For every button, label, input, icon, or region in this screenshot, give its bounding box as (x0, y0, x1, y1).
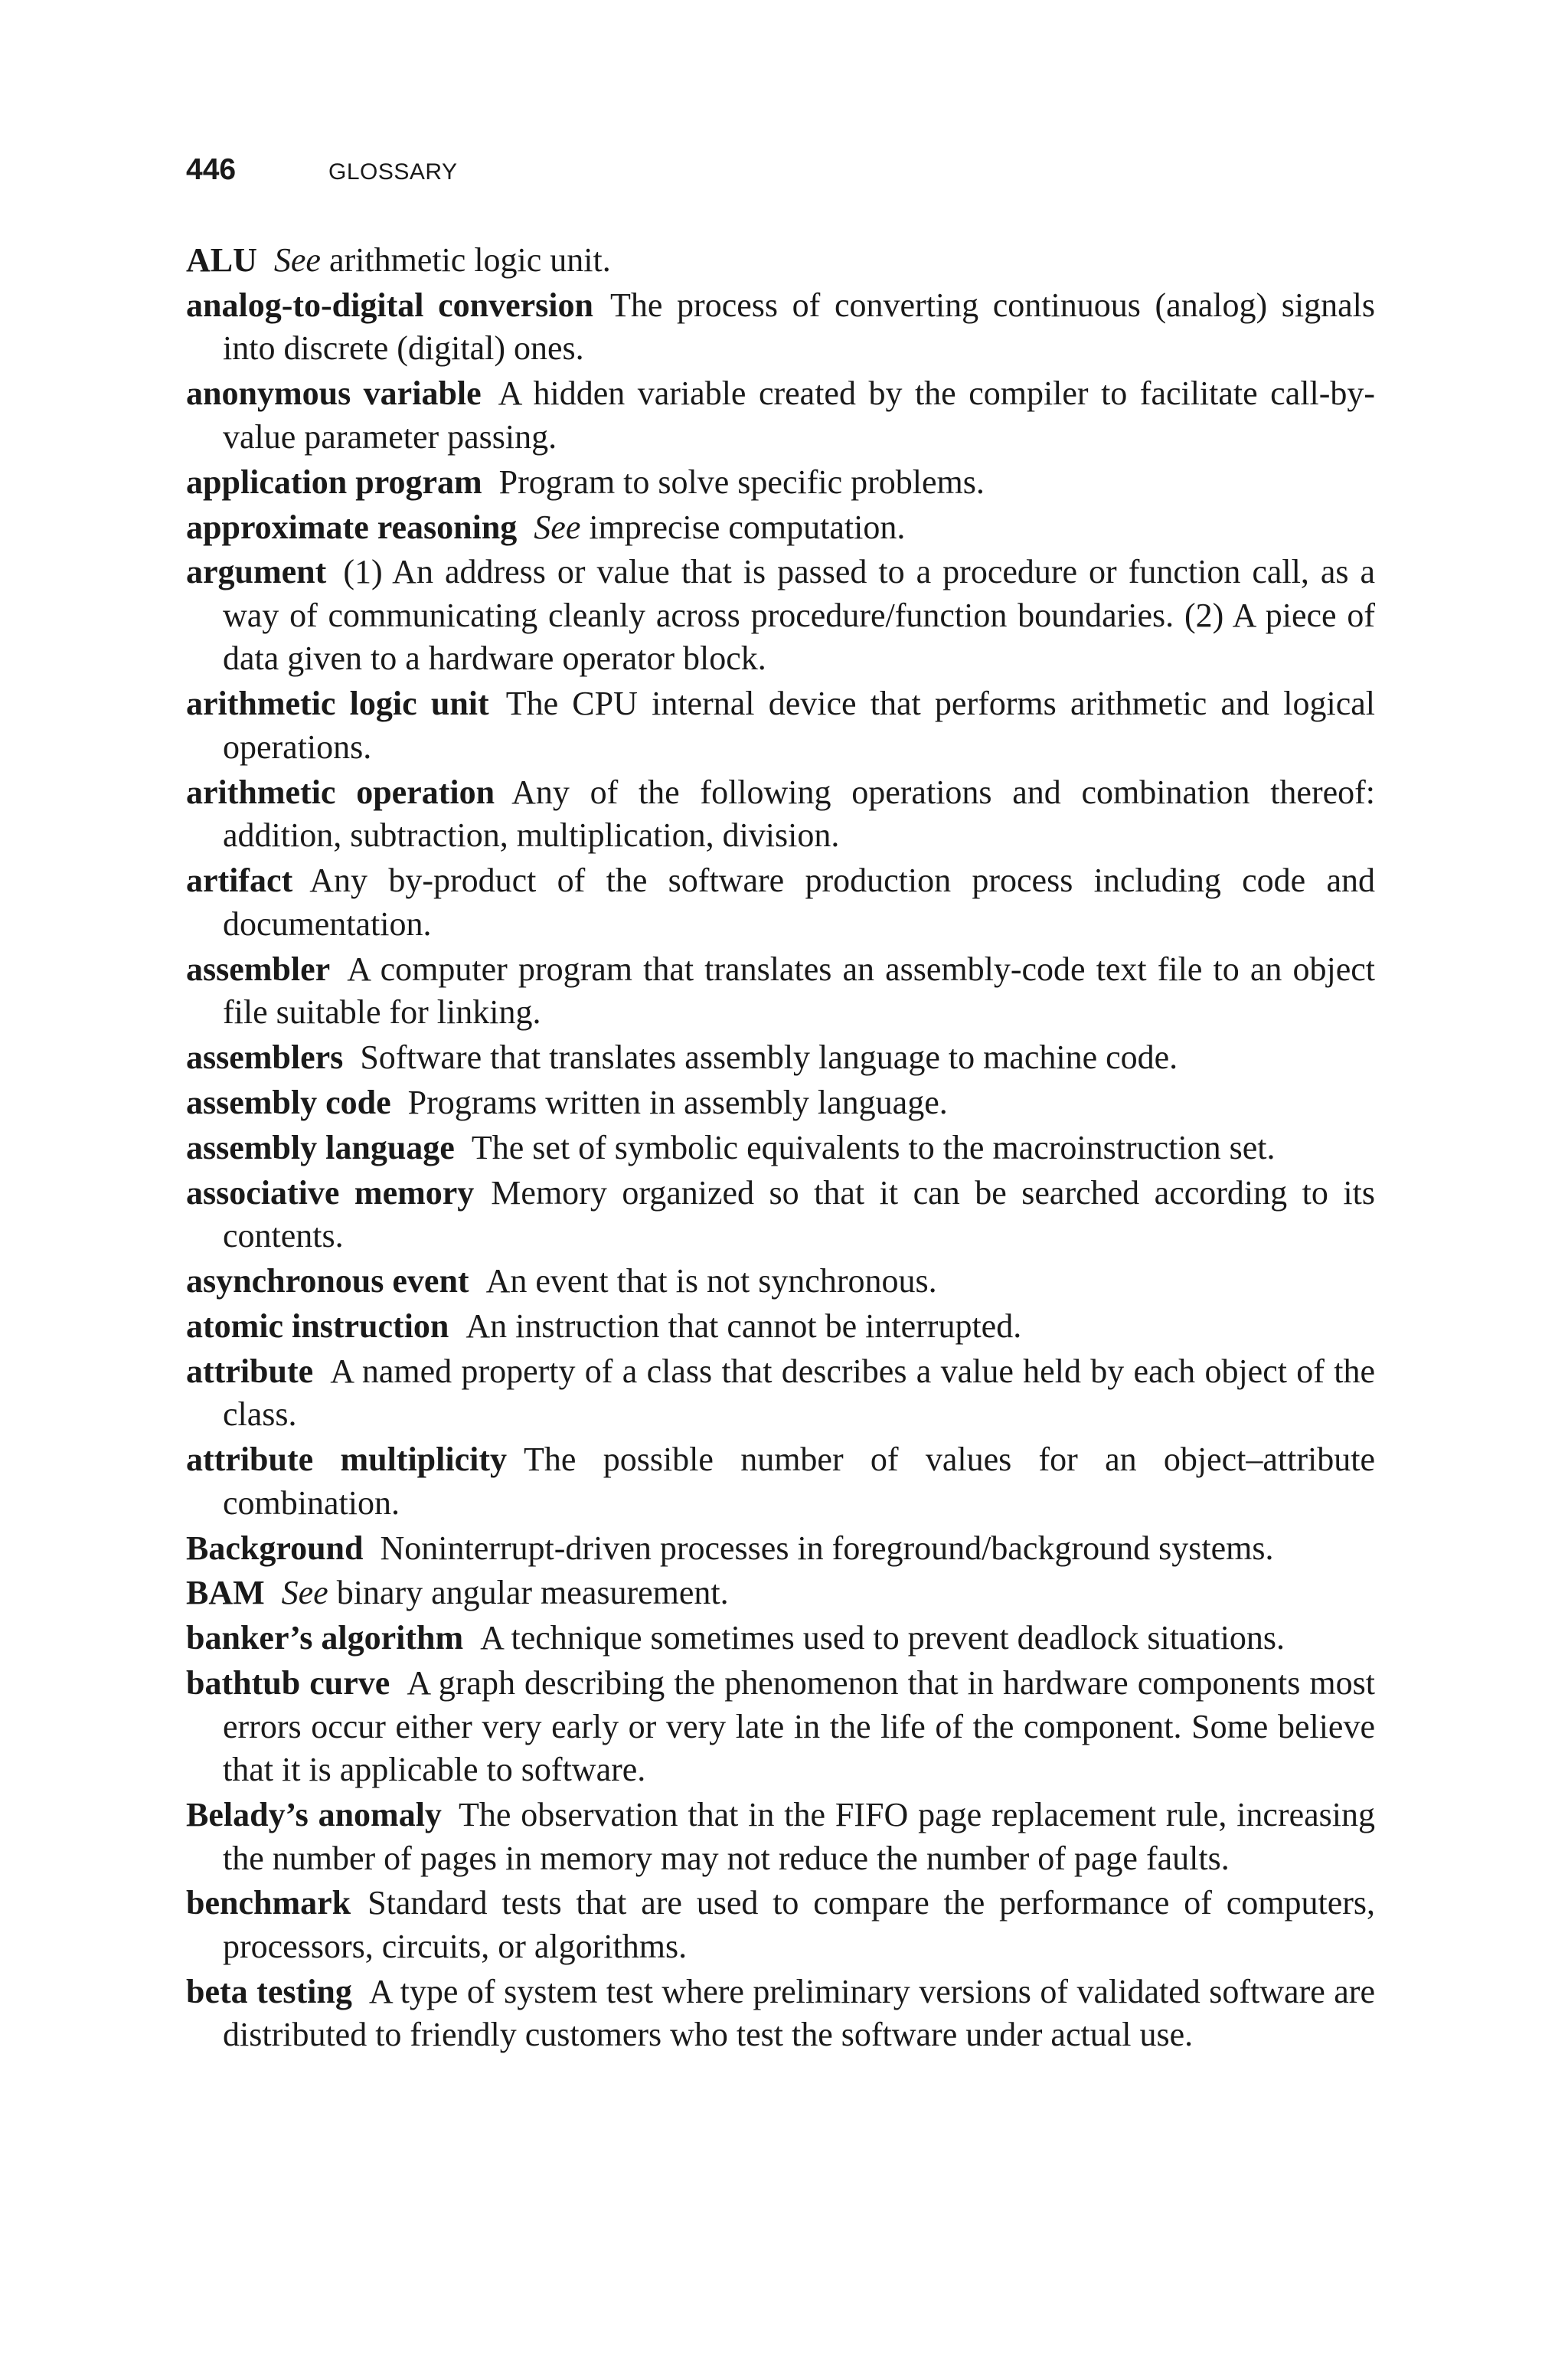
glossary-term: attribute (186, 1352, 314, 1390)
glossary-entry (186, 461, 1375, 505)
glossary-definition: Software that translates assembly language to machine code. (360, 1038, 1178, 1076)
see-reference: See (281, 1574, 328, 1612)
glossary-entry (186, 1794, 1375, 1880)
glossary-definition: Programs written in assembly language. (407, 1083, 948, 1121)
glossary-term: BAM (186, 1574, 265, 1612)
glossary-entry (186, 948, 1375, 1035)
glossary-term: ALU (186, 241, 257, 279)
glossary-definition: An event that is not synchronous. (485, 1261, 937, 1300)
see-reference: See (273, 241, 321, 279)
glossary-definition: Any of the following operations and combination thereof: addition, subtraction, multiplication, division. (223, 773, 1376, 855)
glossary-definition: arithmetic logic unit. (320, 241, 611, 279)
glossary-page (186, 153, 1375, 2059)
glossary-term: attribute multiplicity (186, 1441, 508, 1479)
glossary-term: Background (186, 1529, 364, 1567)
glossary-term: argument (186, 553, 327, 591)
glossary-term: assembly code (186, 1083, 391, 1121)
glossary-definition: An instruction that cannot be interrupted. (466, 1307, 1022, 1345)
glossary-entry (186, 1305, 1375, 1349)
glossary-entries (186, 239, 1375, 2057)
glossary-definition: A hidden variable created by the compiler to facilitate call-by-value parameter passing. (223, 374, 1375, 456)
glossary-term: banker’s algorithm (186, 1619, 464, 1657)
glossary-definition: binary angular measurement. (328, 1574, 729, 1612)
page-number: 446 (186, 153, 237, 186)
glossary-entry (186, 1127, 1375, 1170)
glossary-definition: Standard tests that are used to compare the performance of computers, processors, circuits, or algorithms. (223, 1884, 1375, 1965)
glossary-entry (186, 1527, 1375, 1571)
glossary-definition: Program to solve specific problems. (498, 463, 985, 501)
glossary-term: bathtub curve (186, 1664, 390, 1702)
glossary-term: beta testing (186, 1972, 352, 2010)
glossary-term: analog-to-digital conversion (186, 286, 593, 324)
glossary-entry (186, 1438, 1375, 1525)
glossary-definition: A type of system test where preliminary versions of validated software are distributed to friendly customers who test the software under actual use. (223, 1972, 1375, 2054)
glossary-entry (186, 1081, 1375, 1125)
glossary-definition: The set of symbolic equivalents to the macroinstruction set. (471, 1128, 1276, 1166)
glossary-term: artifact (186, 862, 293, 900)
glossary-term: arithmetic operation (186, 773, 495, 811)
glossary-entry (186, 771, 1375, 858)
glossary-definition: Any by-product of the software production process including code and documentation. (223, 862, 1375, 943)
glossary-entry (186, 682, 1375, 769)
glossary-entry (186, 859, 1375, 946)
glossary-definition: The observation that in the FIFO page replacement rule, increasing the number of pages in memory may not reduce the number of page faults. (223, 1796, 1376, 1877)
glossary-entry (186, 284, 1375, 371)
glossary-definition: The possible number of values for an object–attribute combination. (223, 1441, 1376, 1522)
glossary-entry (186, 239, 1375, 283)
glossary-definition: (1) An address or value that is passed to a procedure or function call, as a way of communicating cleanly across procedure/function boundaries. (2) A piece of data given to a hardware operator block. (223, 553, 1375, 678)
glossary-term: benchmark (186, 1884, 351, 1922)
glossary-term: application program (186, 463, 482, 501)
glossary-definition: A computer program that translates an assembly-code text file to an object file suitable for linking. (223, 950, 1375, 1032)
glossary-term: anonymous variable (186, 374, 482, 413)
glossary-entry (186, 1617, 1375, 1660)
glossary-entry (186, 506, 1375, 550)
glossary-term: assembly language (186, 1128, 455, 1166)
glossary-term: Belady’s anomaly (186, 1796, 442, 1834)
glossary-definition: Memory organized so that it can be searched according to its contents. (223, 1173, 1375, 1255)
glossary-entry (186, 1971, 1375, 2057)
glossary-term: arithmetic logic unit (186, 685, 489, 723)
running-head-title: GLOSSARY (328, 159, 458, 185)
glossary-definition: The CPU internal device that performs arithmetic and logical operations. (223, 685, 1375, 766)
glossary-entry (186, 1350, 1375, 1437)
glossary-entry (186, 551, 1375, 681)
running-head (186, 153, 1375, 196)
glossary-definition: imprecise computation. (580, 508, 906, 546)
glossary-term: asynchronous event (186, 1261, 469, 1300)
glossary-entry (186, 1260, 1375, 1303)
glossary-term: approximate reasoning (186, 508, 518, 546)
glossary-definition: Noninterrupt-driven processes in foreground/background systems. (380, 1529, 1274, 1567)
glossary-definition: A named property of a class that describes a value held by each object of the class. (223, 1352, 1375, 1434)
glossary-entry (186, 1572, 1375, 1615)
glossary-term: assemblers (186, 1038, 344, 1076)
see-reference: See (534, 508, 581, 546)
glossary-term: associative memory (186, 1173, 475, 1212)
glossary-definition: A technique sometimes used to prevent deadlock situations. (480, 1619, 1285, 1657)
glossary-entry (186, 1882, 1375, 1968)
glossary-entry (186, 1172, 1375, 1258)
glossary-term: atomic instruction (186, 1307, 449, 1345)
glossary-entry (186, 1036, 1375, 1080)
glossary-entry (186, 1662, 1375, 1792)
glossary-definition: The process of converting continuous (analog) signals into discrete (digital) ones. (223, 286, 1375, 368)
glossary-term: assembler (186, 950, 331, 988)
glossary-entry (186, 372, 1375, 459)
glossary-definition: A graph describing the phenomenon that in hardware components most errors occur either very early or very late in the life of the component. Some believe that it is applicable to software. (223, 1664, 1375, 1789)
